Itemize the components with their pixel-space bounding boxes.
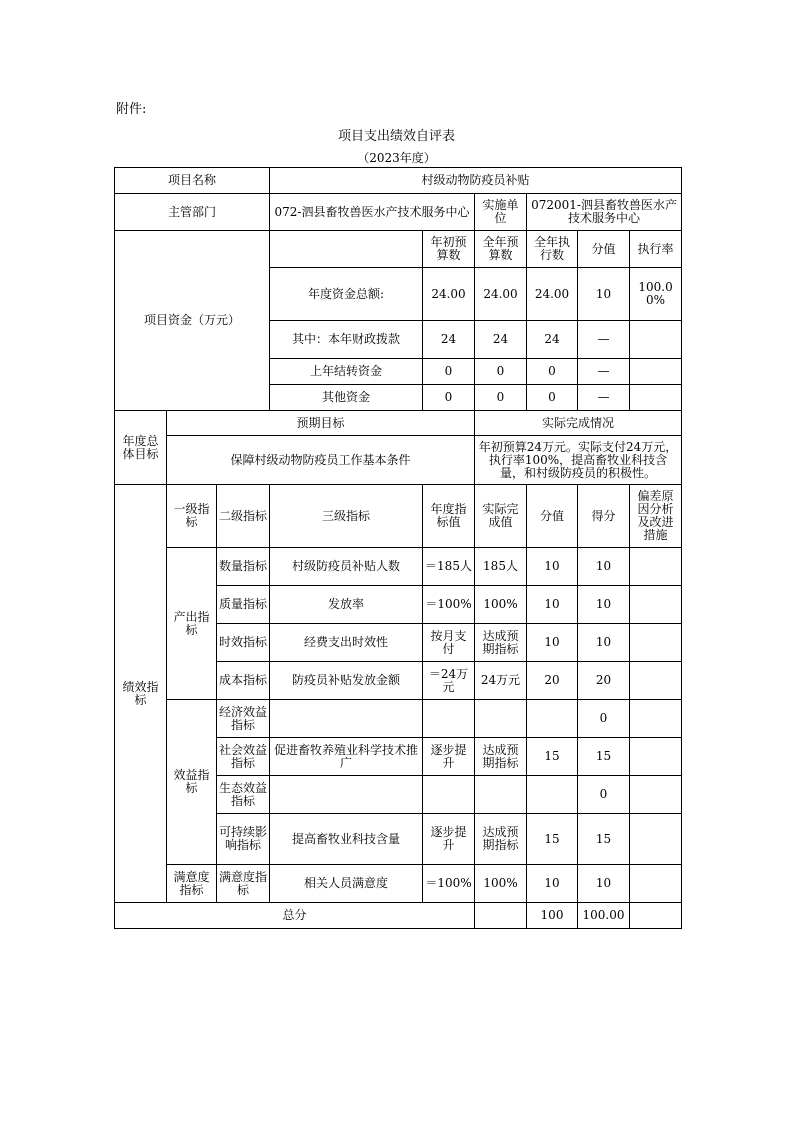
dept-label: 主管部门 [115, 194, 270, 231]
funds-row-label: 其中：本年财政拨款 [270, 321, 423, 359]
funds-cell: 10 [578, 268, 630, 321]
actual-value: 达成预期指标 [475, 738, 527, 776]
score-value: 10 [527, 624, 578, 662]
target-value: 按月支付 [423, 624, 475, 662]
actual-value: 185人 [475, 548, 527, 586]
actual-value: 100% [475, 586, 527, 624]
level3-indicator [270, 700, 423, 738]
score: 20 [578, 662, 630, 700]
target-value: ＝100% [423, 586, 475, 624]
funds-header-initial: 年初预算数 [423, 231, 475, 268]
target-value [423, 776, 475, 814]
score-value [527, 776, 578, 814]
perf-header-score-value: 分值 [527, 485, 578, 548]
funds-row-label: 其他资金 [270, 385, 423, 411]
target-value: 逐步提升 [423, 738, 475, 776]
funds-cell [630, 359, 682, 385]
funds-label-text: 项目资金（万元） [143, 313, 240, 327]
actual-value [475, 700, 527, 738]
score: 10 [578, 586, 630, 624]
total-reason [630, 903, 682, 929]
evaluation-table [114, 167, 682, 929]
perf-header-level2: 二级指标 [217, 485, 270, 548]
level3-indicator: 防疫员补贴发放金额 [270, 662, 423, 700]
score: 10 [578, 624, 630, 662]
reason [630, 776, 682, 814]
actual-value: 100% [475, 865, 527, 903]
level3-indicator [270, 776, 423, 814]
impl-unit-label: 实施单位 [475, 194, 527, 231]
level2-indicator: 可持续影响指标 [217, 814, 270, 865]
funds-cell [630, 321, 682, 359]
score: 15 [578, 814, 630, 865]
actual-result: 年初预算24万元。实际支付24万元，执行率100%，提高畜牧业科技含量，和村级防疫员的积极性。 [475, 436, 682, 485]
score: 0 [578, 776, 630, 814]
funds-cell: 100.00% [630, 268, 682, 321]
total-blank [475, 903, 527, 929]
reason [630, 700, 682, 738]
project-name-label: 项目名称 [115, 168, 270, 194]
score-value: 20 [527, 662, 578, 700]
actual-result-header: 实际完成情况 [475, 411, 682, 436]
reason [630, 586, 682, 624]
funds-cell: 0 [423, 359, 475, 385]
level3-indicator: 发放率 [270, 586, 423, 624]
funds-header-blank [270, 231, 423, 268]
reason [630, 865, 682, 903]
level3-indicator: 促进畜牧养殖业科学技术推广 [270, 738, 423, 776]
funds-cell: 0 [527, 385, 578, 411]
funds-cell: — [578, 385, 630, 411]
funds-cell [630, 385, 682, 411]
group-benefit: 效益指标 [167, 700, 217, 865]
reason [630, 548, 682, 586]
total-score: 100.00 [578, 903, 630, 929]
funds-cell: 0 [475, 385, 527, 411]
level2-indicator: 质量指标 [217, 586, 270, 624]
report-year: （2023年度） [357, 151, 436, 165]
page-title: 项目支出绩效自评表 [337, 129, 455, 144]
funds-cell: — [578, 359, 630, 385]
funds-cell: 24.00 [423, 268, 475, 321]
level2-indicator: 数量指标 [217, 548, 270, 586]
score-value: 15 [527, 814, 578, 865]
score-value [527, 700, 578, 738]
level3-indicator: 相关人员满意度 [270, 865, 423, 903]
target-value: ＝100% [423, 865, 475, 903]
expected-goal-header: 预期目标 [167, 411, 475, 436]
perf-header-reason: 偏差原因分析及改进措施 [630, 485, 682, 548]
level2-indicator: 满意度指标 [217, 865, 270, 903]
funds-cell: 0 [475, 359, 527, 385]
actual-value: 24万元 [475, 662, 527, 700]
score: 0 [578, 700, 630, 738]
actual-value [475, 776, 527, 814]
funds-cell: 24 [423, 321, 475, 359]
score-value: 15 [527, 738, 578, 776]
total-score-value: 100 [527, 903, 578, 929]
project-name-value: 村级动物防疫员补贴 [270, 168, 682, 194]
funds-cell: — [578, 321, 630, 359]
level2-indicator: 经济效益指标 [217, 700, 270, 738]
attachment-label: 附件: [116, 102, 147, 117]
actual-value: 达成预期指标 [475, 624, 527, 662]
actual-value: 达成预期指标 [475, 814, 527, 865]
total-label: 总分 [115, 903, 475, 929]
funds-cell: 24 [475, 321, 527, 359]
level2-indicator: 生态效益指标 [217, 776, 270, 814]
level2-indicator: 社会效益指标 [217, 738, 270, 776]
level2-indicator: 时效指标 [217, 624, 270, 662]
funds-cell: 24.00 [475, 268, 527, 321]
funds-row-label: 上年结转资金 [270, 359, 423, 385]
score: 10 [578, 865, 630, 903]
perf-header-level3: 三级指标 [270, 485, 423, 548]
impl-unit-value: 072001-泗县畜牧兽医水产技术服务中心 [527, 194, 682, 231]
reason [630, 662, 682, 700]
funds-header-annual: 全年预算数 [475, 231, 527, 268]
score-value: 10 [527, 548, 578, 586]
funds-header-score-value: 分值 [578, 231, 630, 268]
score-value: 10 [527, 865, 578, 903]
reason [630, 814, 682, 865]
level3-indicator: 村级防疫员补贴人数 [270, 548, 423, 586]
target-value: ＝185人 [423, 548, 475, 586]
group-satisfaction: 满意度指标 [167, 865, 217, 903]
level2-indicator: 成本指标 [217, 662, 270, 700]
target-value: 逐步提升 [423, 814, 475, 865]
target-value: ＝24万元 [423, 662, 475, 700]
perf-header-score: 得分 [578, 485, 630, 548]
score-value: 10 [527, 586, 578, 624]
funds-label [115, 231, 270, 411]
reason [630, 624, 682, 662]
annual-goal-label: 年度总体目标 [115, 411, 167, 485]
funds-cell: 24.00 [527, 268, 578, 321]
dept-value: 072-泗县畜牧兽医水产技术服务中心 [270, 194, 475, 231]
level3-indicator: 提高畜牧业科技含量 [270, 814, 423, 865]
perf-header-level1: 一级指标 [167, 485, 217, 548]
funds-header-executed: 全年执行数 [527, 231, 578, 268]
perf-header-target: 年度指标值 [423, 485, 475, 548]
expected-goal: 保障村级动物防疫员工作基本条件 [167, 436, 475, 485]
funds-cell: 24 [527, 321, 578, 359]
funds-header-rate: 执行率 [630, 231, 682, 268]
score: 15 [578, 738, 630, 776]
funds-cell: 0 [423, 385, 475, 411]
target-value [423, 700, 475, 738]
perf-header-actual: 实际完成值 [475, 485, 527, 548]
performance-label: 绩效指标 [115, 485, 167, 903]
funds-row-label: 年度资金总额: [270, 268, 423, 321]
funds-cell: 0 [527, 359, 578, 385]
level3-indicator: 经费支出时效性 [270, 624, 423, 662]
reason [630, 738, 682, 776]
score: 10 [578, 548, 630, 586]
group-output: 产出指标 [167, 548, 217, 700]
